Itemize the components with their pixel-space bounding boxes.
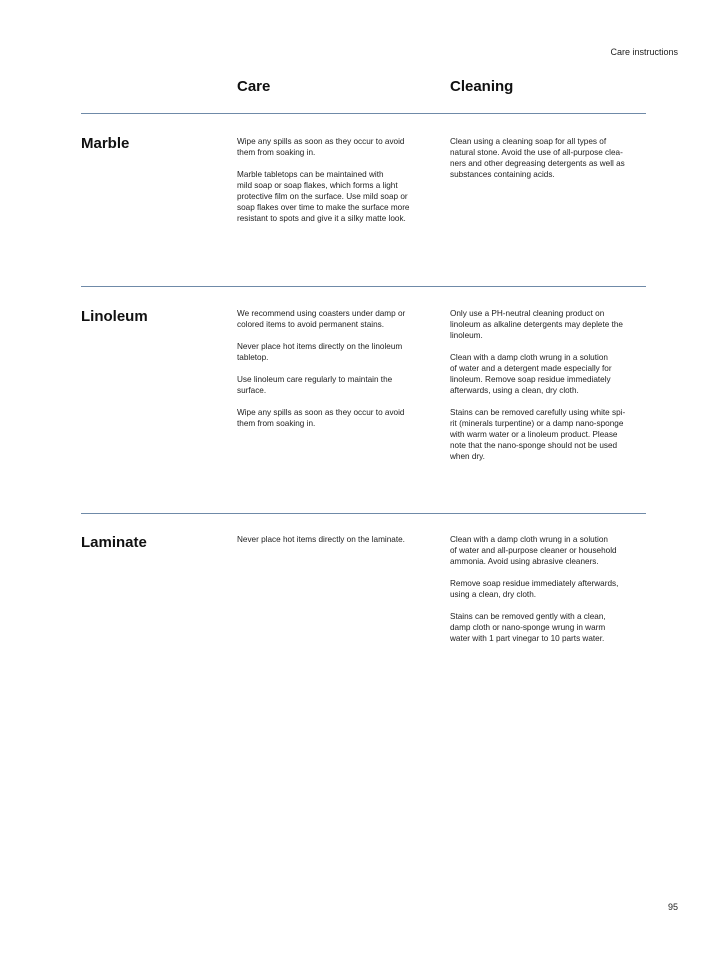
cleaning-text-linoleum [450, 308, 646, 473]
paragraph: Clean with a damp cloth wrung in a solution of water and all-purpose cleaner or household ammonia. Avoid using abrasive cleaners. [450, 535, 617, 566]
cleaning-text-laminate [450, 534, 646, 655]
paragraph: Never place hot items directly on the linoleum tabletop. [237, 342, 403, 362]
care-text-linoleum [237, 308, 433, 440]
page-number: 95 [667, 902, 678, 912]
paragraph: Marble tabletops can be maintained with mild soap or soap flakes, which forms a light protective film on the surface. Use mild soap or soap flakes over time to make the surface more resistant to spots and give it a silky matte look. [237, 170, 410, 223]
divider-rule [81, 286, 646, 287]
material-heading-marble: Marble [81, 135, 130, 152]
care-column-heading: Care [237, 78, 271, 95]
paragraph: Use linoleum care regularly to maintain the surface. [237, 375, 393, 395]
care-text-marble [237, 136, 433, 235]
paragraph: Remove soap residue immediately afterwards, using a clean, dry cloth. [450, 579, 619, 599]
paragraph: Wipe any spills as soon as they occur to avoid them from soaking in. [237, 408, 405, 428]
paragraph: Wipe any spills as soon as they occur to avoid them from soaking in. [237, 137, 405, 157]
material-heading-laminate: Laminate [81, 534, 147, 551]
paragraph: Clean using a cleaning soap for all types of natural stone. Avoid the use of all-purpose clea- ners and other degreasing detergents as well as substances containing acids. [450, 137, 625, 179]
paragraph: Stains can be removed carefully using white spi- rit (minerals turpentine) or a damp nano-sponge with warm water or a linoleum product. Please note that the nano-sponge should not be used when dry. [450, 408, 626, 461]
paragraph: Only use a PH-neutral cleaning product on linoleum as alkaline detergents may deplete the linoleum. [450, 309, 623, 340]
paragraph: Stains can be removed gently with a clean, damp cloth or nano-sponge wrung in warm water with 1 part vinegar to 10 parts water. [450, 612, 606, 643]
paragraph: Clean with a damp cloth wrung in a solution of water and a detergent made especially for linoleum. Remove soap residue immediately afterwards, using a clean, dry cloth. [450, 353, 612, 395]
running-title: Care instructions [610, 47, 678, 57]
cleaning-text-marble [450, 136, 646, 191]
cleaning-column-heading: Cleaning [450, 78, 514, 95]
divider-rule [81, 113, 646, 114]
material-heading-linoleum: Linoleum [81, 308, 148, 325]
paragraph: We recommend using coasters under damp or colored items to avoid permanent stains. [237, 309, 406, 329]
divider-rule [81, 513, 646, 514]
care-text-laminate [237, 534, 433, 556]
paragraph: Never place hot items directly on the laminate. [237, 535, 405, 544]
